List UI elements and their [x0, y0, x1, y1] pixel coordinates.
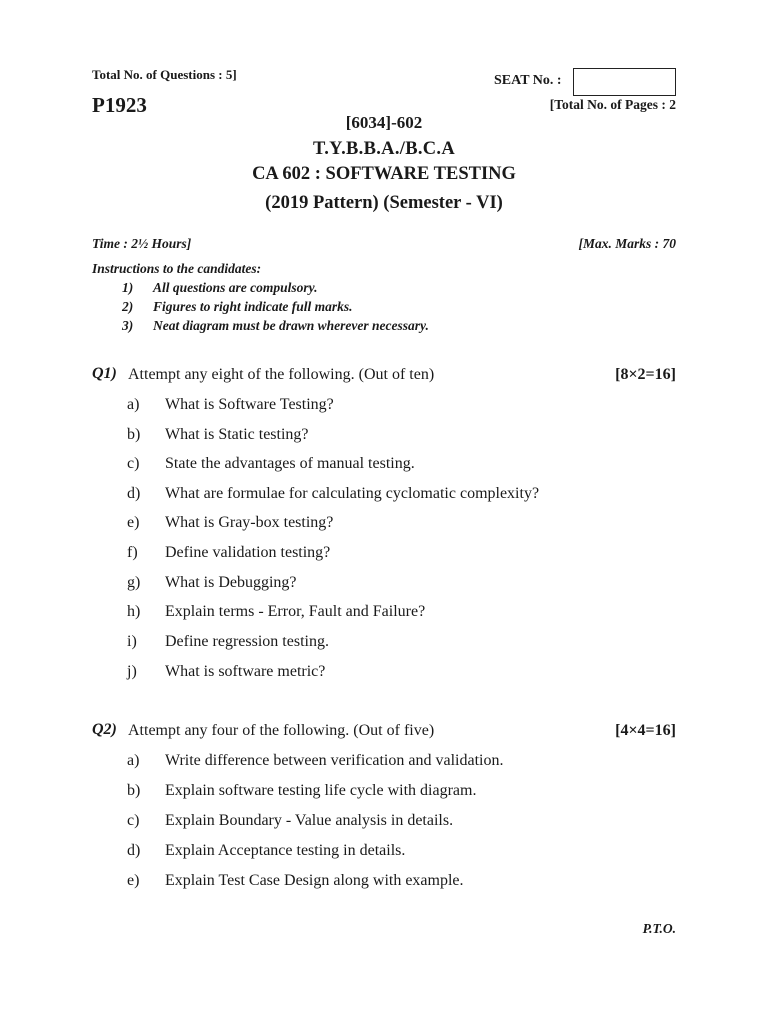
question-2-text: Attempt any four of the following. (Out of five): [128, 722, 435, 739]
pattern-semester: (2019 Pattern) (Semester - VI): [265, 193, 503, 213]
q1-item-letter: h): [127, 603, 141, 620]
q1-item-text: What is software metric?: [165, 663, 326, 680]
time-allowed: Time : 2½ Hours]: [92, 236, 192, 251]
instruction-item: [0, 318, 768, 336]
q2-item-letter: b): [127, 782, 141, 799]
seat-number-label: SEAT No. :: [494, 73, 562, 88]
seat-number-box: [573, 68, 676, 96]
q1-item-letter: b): [127, 426, 141, 443]
max-marks: [Max. Marks : 70: [578, 236, 676, 251]
q1-item-letter: g): [127, 574, 141, 591]
q1-item-text: What are formulae for calculating cyclomatic complexity?: [165, 485, 540, 502]
q1-item-letter: d): [127, 485, 141, 502]
question-1-number: Q1): [92, 365, 117, 382]
course-title: T.Y.B.B.A./B.C.A: [312, 139, 456, 159]
q1-item-text: What is Debugging?: [165, 574, 297, 591]
instruction-number: 1): [122, 280, 134, 295]
total-questions: Total No. of Questions : 5]: [92, 67, 237, 82]
instruction-text: Neat diagram must be drawn wherever necessary.: [153, 318, 429, 333]
question-1-text: Attempt any eight of the following. (Out of ten): [128, 366, 435, 383]
total-pages: [Total No. of Pages : 2: [549, 97, 676, 112]
q1-item-text: What is Static testing?: [165, 426, 309, 443]
subject-code: [6034]-602: [345, 113, 423, 132]
q2-item-text: Explain Test Case Design along with example.: [165, 872, 464, 889]
q2-item-letter: c): [127, 812, 140, 829]
question-2-marks: [4×4=16]: [615, 722, 676, 739]
q1-item-text: What is Software Testing?: [165, 396, 334, 413]
q2-item-text: Explain Acceptance testing in details.: [165, 842, 406, 859]
q2-item-text: Explain Boundary - Value analysis in details.: [165, 812, 454, 829]
q1-item-letter: f): [127, 544, 138, 561]
paper-code: P1923: [92, 93, 147, 117]
q1-item-text: Explain terms - Error, Fault and Failure?: [165, 603, 426, 620]
please-turn-over: P.T.O.: [642, 921, 676, 936]
q1-item-text: What is Gray-box testing?: [165, 514, 334, 531]
q1-item-letter: a): [127, 396, 140, 413]
q2-item-text: Write difference between verification and validation.: [165, 752, 504, 769]
q1-item-text: Define validation testing?: [165, 544, 331, 561]
instruction-item: [0, 299, 768, 317]
q2-item-letter: a): [127, 752, 140, 769]
instruction-item: [0, 280, 768, 298]
question-1-marks: [8×2=16]: [615, 366, 676, 383]
q2-item-letter: e): [127, 872, 140, 889]
instruction-number: 2): [122, 299, 134, 314]
q1-item-text: State the advantages of manual testing.: [165, 455, 415, 472]
instruction-number: 3): [122, 318, 134, 333]
subject-title: CA 602 : SOFTWARE TESTING: [252, 164, 516, 184]
q1-item-letter: i): [127, 633, 137, 650]
question-2-number: Q2): [92, 721, 117, 738]
q1-item-text: Define regression testing.: [165, 633, 329, 650]
instructions-heading: Instructions to the candidates:: [92, 261, 262, 276]
q1-item-letter: c): [127, 455, 140, 472]
q1-item-letter: e): [127, 514, 140, 531]
instruction-text: Figures to right indicate full marks.: [153, 299, 353, 314]
instruction-text: All questions are compulsory.: [153, 280, 318, 295]
q1-item-letter: j): [127, 663, 137, 680]
q2-item-text: Explain software testing life cycle with diagram.: [165, 782, 477, 799]
q2-item-letter: d): [127, 842, 141, 859]
